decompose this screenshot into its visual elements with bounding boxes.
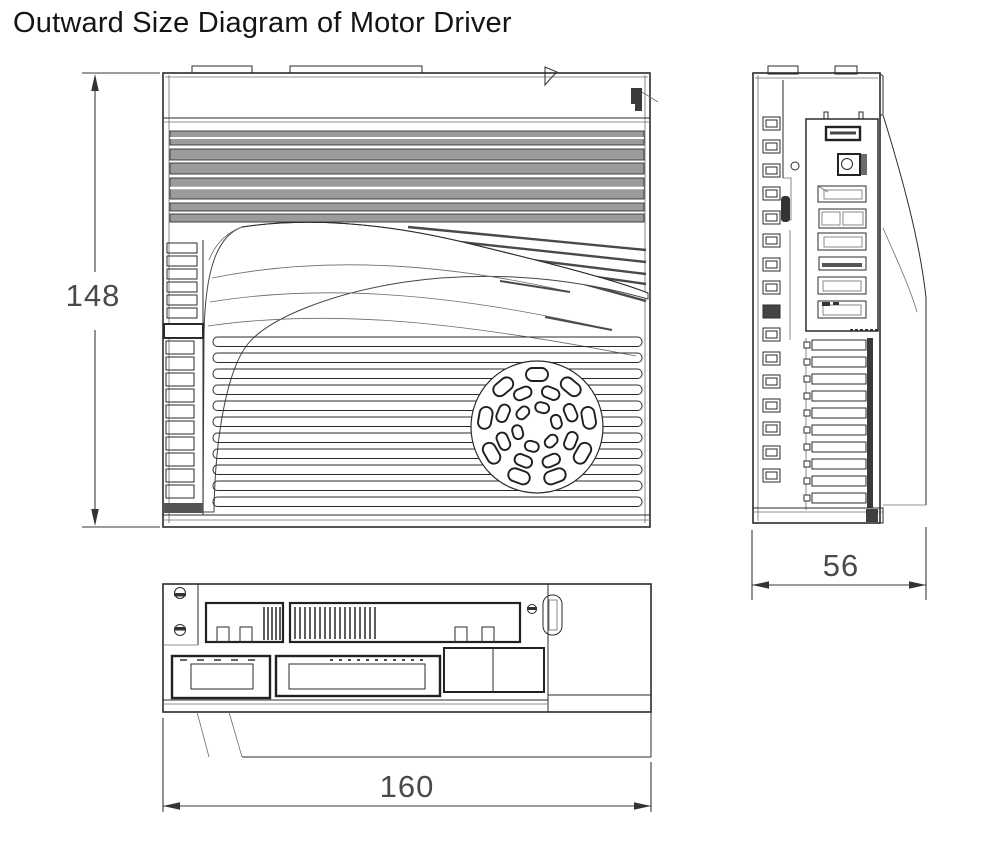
bottom-view [163,584,651,812]
front-view [66,66,658,527]
dim-148-label: 148 [65,278,121,313]
page-title: Outward Size Diagram of Motor Driver [13,7,512,39]
side-view [752,66,926,600]
bottom-capsule-slot [543,595,562,635]
bottom-connector-row-top [206,603,537,642]
side-left-vents [763,117,780,482]
side-cover-wedge [883,115,926,505]
side-base [753,508,883,523]
front-base [163,515,650,520]
bottom-skirt [163,695,651,757]
side-mid-column [781,80,799,340]
bottom-connector-row-lower [172,648,544,698]
dimension-148 [66,73,160,527]
dim-56-label: 56 [822,548,860,583]
dimension-160 [163,718,651,812]
side-connector-panel [806,112,878,331]
dimension-56 [752,527,926,600]
front-top-tabs [192,66,422,73]
dim-160-label: 160 [379,769,435,804]
heatsink-fins [170,131,644,222]
side-fin-comb [804,338,873,510]
fan-grille [471,361,603,493]
front-left-vents [164,240,203,515]
bottom-screw-section [163,584,198,645]
